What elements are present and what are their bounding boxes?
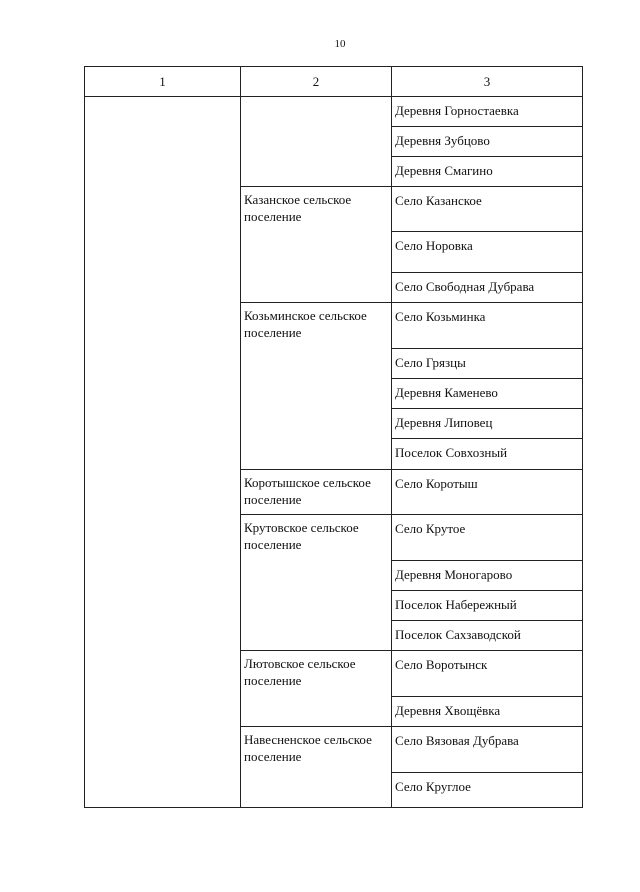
locality-name: Поселок Совхозный: [395, 445, 508, 460]
locality-name: Село Казанское: [395, 193, 482, 208]
locality-cell: [392, 621, 583, 651]
settlement-cell: [241, 303, 392, 470]
locality-cell: [392, 439, 583, 470]
locality-name: Село Вязовая Дубрава: [395, 733, 519, 748]
locality-cell: [392, 651, 583, 697]
locality-name: Деревня Горностаевка: [395, 103, 519, 118]
locality-name: Деревня Хвощёвка: [395, 703, 501, 718]
locality-cell: [392, 561, 583, 591]
settlement-name: Коротышское сельское поселение: [244, 475, 371, 507]
settlements-table: [84, 66, 583, 808]
settlement-cell: [241, 187, 392, 303]
column-header-1: 1: [85, 67, 241, 97]
settlement-name: Казанское сельское поселение: [244, 192, 352, 224]
locality-name: Село Норовка: [395, 238, 473, 253]
settlement-name: Лютовское сельское поселение: [244, 656, 356, 688]
locality-cell: [392, 157, 583, 187]
locality-name: Деревня Смагино: [395, 163, 493, 178]
table-header-row: [85, 67, 583, 97]
settlement-cell: [241, 515, 392, 651]
settlement-name: Крутовское сельское поселение: [244, 520, 359, 552]
locality-cell: [392, 727, 583, 773]
settlement-cell: [241, 470, 392, 515]
locality-cell: [392, 232, 583, 273]
locality-cell: [392, 97, 583, 127]
settlement-cell: [241, 651, 392, 727]
column-header-3: 3: [392, 67, 583, 97]
table-row: [85, 97, 583, 127]
locality-name: Деревня Липовец: [395, 415, 493, 430]
locality-cell: [392, 303, 583, 349]
locality-cell: [392, 591, 583, 621]
locality-cell: [392, 515, 583, 561]
locality-cell: [392, 470, 583, 515]
locality-cell: [392, 187, 583, 232]
locality-cell: [392, 273, 583, 303]
settlement-name: Козьминское сельское поселение: [244, 308, 367, 340]
district-cell: [85, 97, 241, 808]
locality-name: Село Воротынск: [395, 657, 488, 672]
locality-name: Деревня Зубцово: [395, 133, 490, 148]
locality-name: Село Свободная Дубрава: [395, 279, 535, 294]
settlement-name: [241, 97, 391, 101]
settlement-name: Навесненское сельское поселение: [244, 732, 372, 764]
settlement-cell: [241, 97, 392, 187]
locality-name: Поселок Сахзаводской: [395, 627, 521, 642]
locality-cell: [392, 127, 583, 157]
locality-name: Деревня Каменево: [395, 385, 498, 400]
locality-cell: [392, 409, 583, 439]
settlement-cell: [241, 727, 392, 808]
locality-name: Село Грязцы: [395, 355, 466, 370]
page-number: 10: [334, 38, 346, 50]
locality-cell: [392, 697, 583, 727]
locality-cell: [392, 773, 583, 808]
locality-cell: [392, 349, 583, 379]
locality-name: Поселок Набережный: [395, 597, 517, 612]
locality-name: Село Круглое: [395, 779, 471, 794]
locality-name: Деревня Моногарово: [395, 567, 513, 582]
locality-name: Село Козьминка: [395, 309, 486, 324]
locality-name: Село Коротыш: [395, 476, 478, 491]
locality-name: Село Крутое: [395, 521, 466, 536]
locality-cell: [392, 379, 583, 409]
column-header-2: 2: [241, 67, 392, 97]
